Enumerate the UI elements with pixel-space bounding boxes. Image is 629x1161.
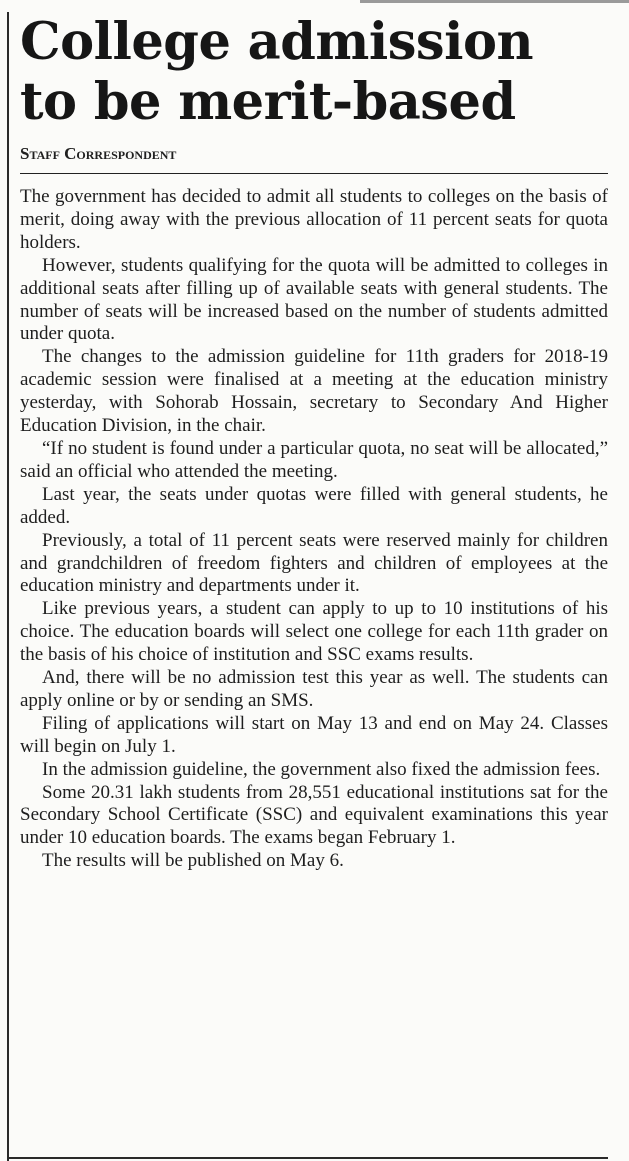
paragraph: Filing of applications will start on May 13 and end on May 24. Classes will begin on July 1. [20, 712, 608, 757]
paragraph: “If no student is found under a particular quota, no seat will be allocated,” said an official who attended the meeting. [20, 437, 608, 482]
paragraph: And, there will be no admission test this year as well. The students can apply online or by or sending an SMS. [20, 667, 608, 711]
headline-line-1: College admission [20, 12, 534, 72]
paragraph: However, students qualifying for the quota will be admitted to colleges in additional seats after filling up of available seats with general students. The number of seats will be increased based on the number of students admitted under quota. [20, 254, 608, 345]
news-article [20, 12, 608, 873]
top-rule [360, 0, 629, 3]
paragraph: The changes to the admission guideline for 11th graders for 2018-19 academic session were finalised at a meeting at the education ministry yesterday, with Sohorab Hossain, secretary to Secondary And Higher Education Division, in the chair. [20, 346, 608, 437]
paragraph: Last year, the seats under quotas were filled with general students, he added. [20, 483, 608, 528]
article-body [20, 186, 608, 873]
paragraph: Previously, a total of 11 percent seats were reserved mainly for children and grandchildren of freedom fighters and children of employees at the education ministry and departments under it. [20, 529, 608, 597]
byline: Staff Correspondent [20, 144, 608, 174]
headline [20, 12, 608, 132]
bottom-rule [8, 1157, 608, 1159]
paragraph: In the admission guideline, the government also fixed the admission fees. [42, 758, 601, 780]
paragraph: Like previous years, a student can apply to up to 10 institutions of his choice. The education boards will select one college for each 11th grader on the basis of his choice of institution and SSC exams results. [20, 598, 608, 666]
column-rule-left [7, 12, 9, 1161]
paragraph: The government has decided to admit all students to colleges on the basis of merit, doing away with the previous allocation of 11 percent seats for quota holders. [20, 186, 608, 253]
paragraph: The results will be published on May 6. [42, 850, 344, 872]
paragraph: Some 20.31 lakh students from 28,551 educational institutions sat for the Secondary School Certificate (SSC) and equivalent examinations this year under 10 education boards. The exams began February 1. [20, 781, 608, 849]
headline-line-2: to be merit-based [20, 72, 516, 132]
